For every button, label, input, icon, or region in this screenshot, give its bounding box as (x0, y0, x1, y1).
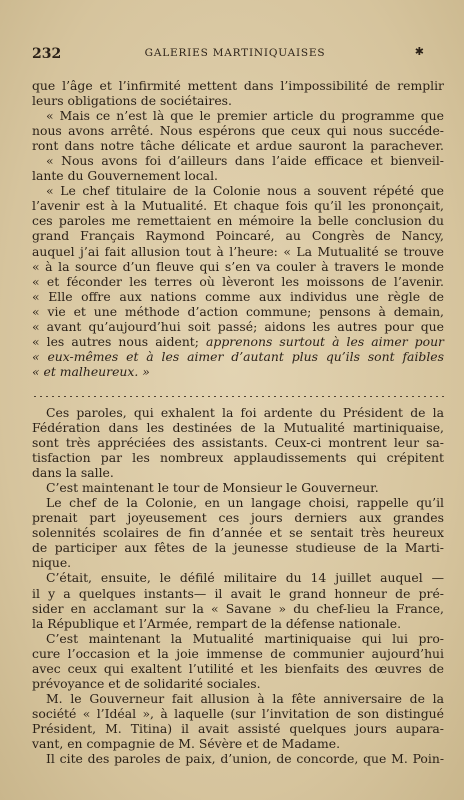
body-text (32, 78, 444, 766)
text-line: M. le Gouverneur fait allusion à la fête anniversaire de la (46, 690, 444, 706)
text-line: avec ceux qui exaltent l’utilité et les bienfaits des œuvres de (32, 660, 444, 676)
text-line: que l’âge et l’infirmité mettent dans l’impossibilité de remplir (32, 78, 444, 93)
text-line: « vie et une méthode d’action commune; pensons à demain, (32, 303, 444, 319)
paragraph-block (32, 405, 444, 766)
text-line: Ces paroles, qui exhalent la foi ardente du Président de la (46, 404, 444, 420)
italic-text: « eux-mêmes et à les aimer d’autant plus qu’ils sont faibles (32, 348, 444, 364)
page-header (32, 46, 438, 64)
text-line: de participer aux fêtes de la jeunesse studieuse de la Marti- (32, 540, 444, 556)
text-line: « Le chef titulaire de la Colonie nous a souvent répété que (46, 183, 444, 199)
text-line: la République et l’Armée, rempart de la défense nationale. (32, 615, 402, 631)
text-line: leurs obligations de sociétaires. (32, 93, 232, 109)
text-line: auquel j’ai fait allusion tout à l’heure: « La Mutualité se trouve (32, 243, 444, 259)
text-line (32, 364, 444, 379)
text-line: Le chef de la Colonie, en un langage choisi, rappelle qu’il (46, 495, 444, 511)
text-line: C’est maintenant le tour de Monsieur le Gouverneur. (46, 480, 379, 496)
text-line: « et féconder les terres où lèveront les moissons de l’avenir. (32, 273, 444, 289)
text-line: « avant qu’aujourd’hui soit passé; aidons les autres pour que (32, 318, 444, 334)
text-line: prévoyance et de solidarité sociales. (32, 675, 261, 691)
text-line: nous avons arrêté. Nous espérons que ceux qui nous succéde- (32, 123, 444, 139)
running-title: GALERIES MARTINIQUAISES (144, 47, 326, 59)
text-line: C’était, ensuite, le défilé militaire du 14 juillet auquel — (46, 570, 444, 586)
text-line: Fédération dans les destinées de la Mutualité martiniquaise, (32, 419, 444, 435)
text-line: « Nous avons foi d’ailleurs dans l’aide efficace et bienveil- (46, 153, 444, 169)
text-line: solennités scolaires de fin d’année et se sentait très heureux (32, 525, 444, 541)
text-line: « à la source d’un fleuve qui s’en va couler à travers le monde (32, 258, 444, 274)
text-line: sider en acclamant sur la « Savane » du chef-lieu la France, (32, 600, 444, 616)
text-line: nique. (32, 555, 72, 571)
text-line: grand Français Raymond Poincaré, au Congrès de Nancy, (32, 228, 444, 244)
text-line: C’est maintenant la Mutualité martiniquaise qui lui pro- (46, 630, 444, 646)
text-line: ces paroles me remettaient en mémoire la belle conclusion du (32, 213, 444, 229)
text-line: ront dans notre tâche délicate et ardue sauront la parachever. (32, 138, 444, 154)
text-line: lante du Gouvernement local. (32, 168, 218, 184)
text-line: Il cite des paroles de paix, d’union, de concorde, que M. Poin- (46, 751, 444, 767)
text-line: cure l’occasion et la joie immense de communier aujourd’hui (32, 645, 444, 661)
text-line: « Mais ce n’est là que le premier article du programme que (46, 108, 444, 124)
text-line: société « l’Idéal », à laquelle (sur l’invitation de son distingué (32, 705, 444, 721)
text-line: Président, M. Titina) il avait assisté quelques jours aupara- (32, 720, 444, 736)
text-line (32, 349, 444, 364)
text-line: prenait part joyeusement ces jours derniers aux grandes (32, 510, 444, 526)
italic-text: « et malheureux. » (32, 363, 150, 379)
italic-text: apprenons surtout à les aimer pour (206, 333, 444, 349)
text-line: il y a quelques instants— il avait le grand honneur de pré- (32, 585, 444, 601)
dotted-separator (32, 381, 444, 397)
text-line: dans la salle. (32, 465, 114, 481)
text-line: tisfaction par les nombreux applaudissements qui crépitent (32, 450, 444, 466)
text-line: vant, en compagnie de M. Sévère et de Madame. (32, 735, 341, 751)
text-line (32, 334, 444, 349)
asterisk-ornament-icon: ✱ (414, 45, 424, 58)
text-segment: « les autres nous aident; (32, 333, 199, 349)
page-number: 232 (32, 46, 62, 62)
text-line: l’avenir est à la Mutualité. Et chaque fois qu’il les prononçait, (32, 198, 444, 214)
text-line: sont très appréciées des assistants. Ceux-ci montrent leur sa- (32, 435, 444, 451)
text-line: « Elle offre aux nations comme aux individus une règle de (32, 288, 444, 304)
